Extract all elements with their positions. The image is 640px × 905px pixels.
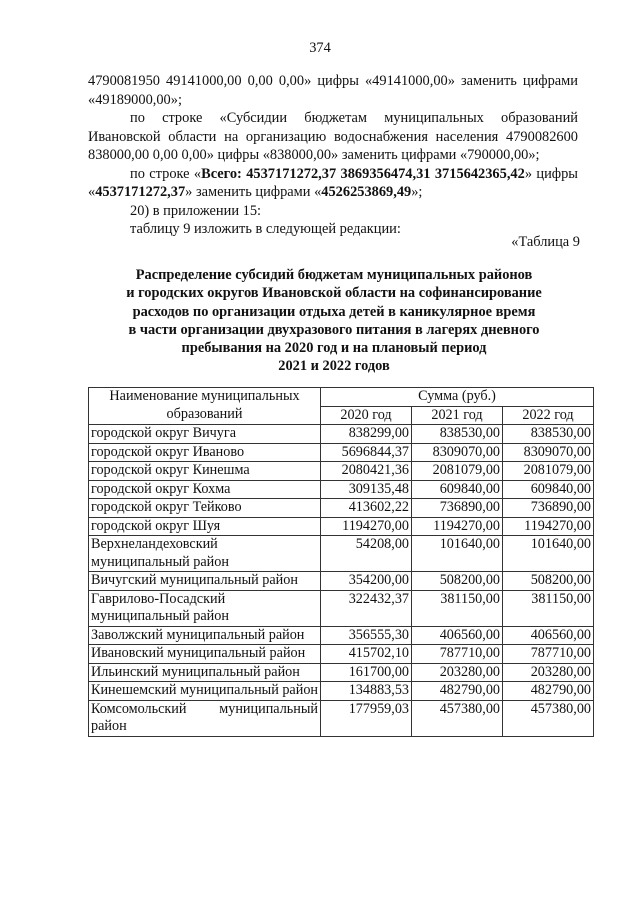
subsidy-table (88, 387, 594, 737)
row-value-2020: 5696844,37 (321, 443, 412, 462)
row-value-2022: 1194270,00 (503, 517, 594, 536)
p3-mid1: » цифры « (88, 165, 578, 200)
row-value-2020: 2080421,36 (321, 462, 412, 481)
table-row (89, 572, 594, 591)
heading-line: расходов по организации отдыха детей в каникулярное время (132, 303, 536, 320)
row-value-2022: 406560,00 (503, 626, 594, 645)
row-value-2021: 787710,00 (412, 645, 503, 664)
p3-mid2: » заменить цифрами « (185, 184, 322, 200)
row-value-2020: 322432,37 (321, 590, 412, 626)
table-row (89, 626, 594, 645)
row-name-cell: городской округ Вичуга (89, 425, 321, 444)
row-name-cell: Заволжский муниципальный район (89, 626, 321, 645)
table-header-row (89, 388, 594, 407)
row-value-2022: 482790,00 (503, 682, 594, 701)
heading-line: и городских округов Ивановской области на софинансирование (126, 285, 542, 302)
row-value-2020: 309135,48 (321, 480, 412, 499)
header-year-2022: 2022 год (503, 406, 594, 425)
row-value-2020: 177959,03 (321, 700, 412, 736)
table-row (89, 700, 594, 736)
paragraph-3 (88, 165, 578, 202)
paragraph-2: по строке «Субсидии бюджетам муниципальных образований Ивановской области на организацию водоснабжения населения 4790082600 838000,00 0,00 0,00» цифры «838000,00» заменить цифрами «790000,00»; (88, 110, 578, 163)
row-value-2022: 381150,00 (503, 590, 594, 626)
row-value-2022: 787710,00 (503, 645, 594, 664)
p3-pre: по строке « (130, 165, 202, 182)
heading-line: пребывания на 2020 год и на плановый период (181, 340, 487, 357)
row-name-cell: Ильинский муниципальный район (89, 663, 321, 682)
table-heading (88, 266, 580, 376)
page-number: 374 (309, 40, 331, 56)
p3-total-bold: Всего: 4537171272,37 3869356474,31 3715642365,42 (201, 165, 525, 182)
header-sum-cell: Сумма (руб.) (321, 388, 594, 407)
table-row (89, 645, 594, 664)
row-value-2022: 203280,00 (503, 663, 594, 682)
row-value-2020: 413602,22 (321, 499, 412, 518)
table-row (89, 443, 594, 462)
row-value-2021: 736890,00 (412, 499, 503, 518)
row-name-cell: городской округ Кохма (89, 480, 321, 499)
row-value-2021: 838530,00 (412, 425, 503, 444)
table-row (89, 480, 594, 499)
table-row (89, 499, 594, 518)
row-name-cell: Вичугский муниципальный район (89, 572, 321, 591)
table-row (89, 517, 594, 536)
header-name-cell: Наименование муниципальных образований (89, 388, 321, 425)
header-year-2021: 2021 год (412, 406, 503, 425)
row-value-2020: 356555,30 (321, 626, 412, 645)
row-value-2020: 161700,00 (321, 663, 412, 682)
row-value-2021: 609840,00 (412, 480, 503, 499)
p3-old-value: 4537171272,37 (95, 184, 186, 200)
row-name-cell: городской округ Иваново (89, 443, 321, 462)
row-value-2020: 134883,53 (321, 682, 412, 701)
p3-new-value: 4526253869,49 (321, 184, 412, 200)
table-row (89, 590, 594, 626)
header-year-2020: 2020 год (321, 406, 412, 425)
heading-line: Распределение субсидий бюджетам муниципальных районов (135, 267, 533, 283)
table-row (89, 536, 594, 572)
row-name-cell: Гаврилово-Посадский муниципальный район (89, 590, 321, 626)
paragraph-5: таблицу 9 изложить в следующей редакции: (130, 221, 401, 237)
table-row (89, 425, 594, 444)
p3-post: »; (411, 184, 423, 200)
row-name-cell: Кинешемский муниципальный район (89, 682, 321, 701)
row-value-2022: 457380,00 (503, 700, 594, 736)
row-value-2021: 406560,00 (412, 626, 503, 645)
row-value-2022: 2081079,00 (503, 462, 594, 481)
row-value-2022: 508200,00 (503, 572, 594, 591)
row-value-2021: 203280,00 (412, 663, 503, 682)
paragraph-1: 4790081950 49141000,00 0,00 0,00» цифры «49141000,00» заменить цифрами «49189000,00»; (88, 73, 578, 108)
row-name-cell: Ивановский муниципальный район (89, 645, 321, 664)
row-value-2021: 457380,00 (412, 700, 503, 736)
row-value-2021: 381150,00 (412, 590, 503, 626)
table-caption: «Таблица 9 (511, 234, 580, 250)
row-value-2021: 2081079,00 (412, 462, 503, 481)
table-row (89, 462, 594, 481)
row-value-2020: 415702,10 (321, 645, 412, 664)
heading-line: 2021 и 2022 годов (278, 358, 390, 375)
row-value-2022: 736890,00 (503, 499, 594, 518)
row-value-2021: 8309070,00 (412, 443, 503, 462)
row-value-2020: 1194270,00 (321, 517, 412, 536)
row-value-2021: 101640,00 (412, 536, 503, 572)
row-value-2022: 8309070,00 (503, 443, 594, 462)
heading-line: в части организации двухразового питания в лагерях дневного (128, 321, 540, 338)
row-name-cell: Верхнеландеховский муниципальный район (89, 536, 321, 572)
row-name-cell: Комсомольский муниципальный район (89, 700, 321, 736)
table-row (89, 682, 594, 701)
row-name-cell: городской округ Тейково (89, 499, 321, 518)
row-value-2022: 609840,00 (503, 480, 594, 499)
row-value-2021: 482790,00 (412, 682, 503, 701)
paragraph-4: 20) в приложении 15: (130, 202, 262, 219)
row-value-2021: 1194270,00 (412, 517, 503, 536)
table-row (89, 663, 594, 682)
row-value-2020: 354200,00 (321, 572, 412, 591)
row-name-cell: городской округ Кинешма (89, 462, 321, 481)
row-value-2022: 101640,00 (503, 536, 594, 572)
row-name-cell: городской округ Шуя (89, 517, 321, 536)
row-value-2020: 54208,00 (321, 536, 412, 572)
row-value-2020: 838299,00 (321, 425, 412, 444)
row-value-2022: 838530,00 (503, 425, 594, 444)
row-value-2021: 508200,00 (412, 572, 503, 591)
body-text (88, 72, 578, 239)
